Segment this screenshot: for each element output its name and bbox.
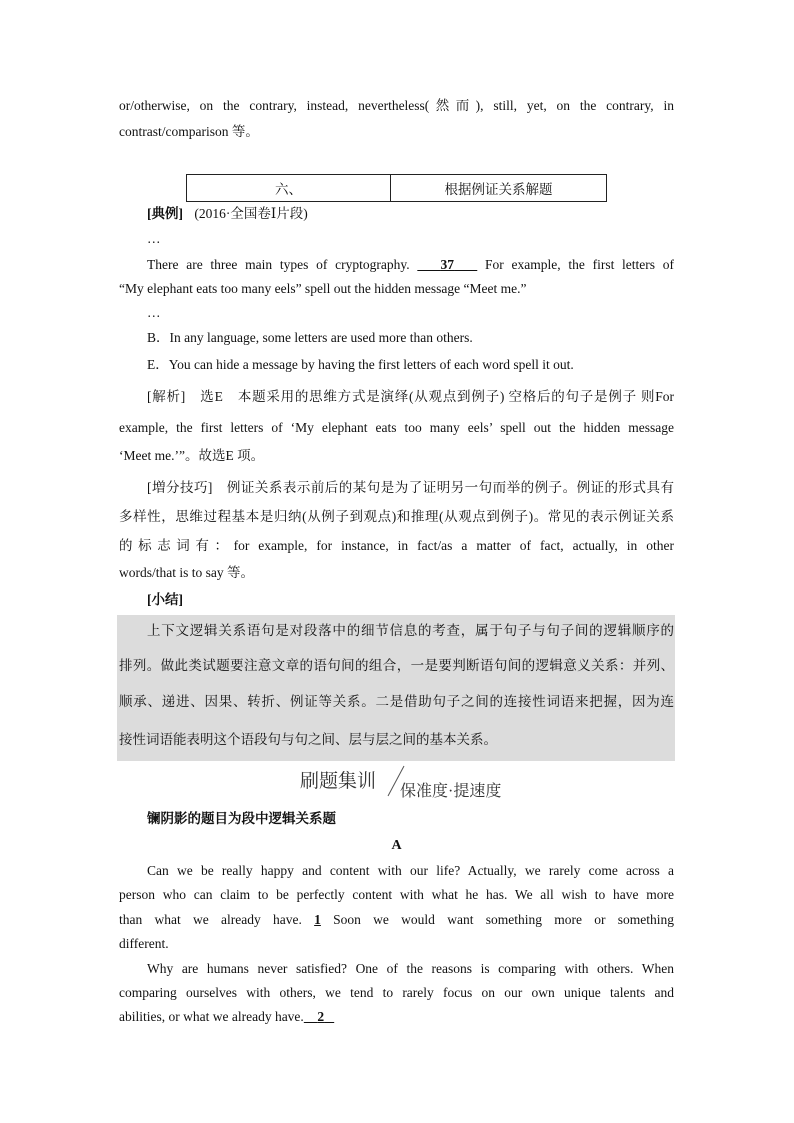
- practice-banner: [300, 764, 530, 802]
- example-header: [147, 205, 674, 223]
- analysis-line-2: example, the first letters of ‘My elephant eats too many eels’ spell out the hidden message: [119, 420, 674, 435]
- tips-line-4: words/that is to say 等。: [119, 565, 254, 580]
- summary-line-2: 排列。做此类试题要注意文章的语句间的组合，一是要判断语句间的逻辑意义关系：并列、: [119, 658, 674, 673]
- passage-p1-line-3: [119, 911, 674, 929]
- summary-line-3: 顺承、递进、因果、转折、例证等关系。二是借助句子之间的连接性词语来把握，因为连: [119, 694, 674, 709]
- option-b: B．In any language, some letters are used more than others.: [147, 330, 473, 345]
- intro-line-1: or/otherwise, on the contrary, instead, nevertheless(然而), still, yet, on the contrary, in: [119, 98, 674, 113]
- example-line-2: “My elephant eats too many eels” spell out the hidden message “Meet me.”: [119, 281, 527, 296]
- example-sentence-a: There are three main types of cryptography.: [147, 257, 410, 272]
- analysis-line-1: [解析] 选E 本题采用的思维方式是演绎(从观点到例子) 空格后的句子是例子 则For: [147, 389, 674, 404]
- banner-main-text: 刷题集训: [300, 770, 377, 792]
- passage-p2-line-1: Why are humans never satisfied? One of the reasons is comparing with others. When: [147, 961, 674, 976]
- banner-sub-text: 保准度·提速度: [400, 783, 502, 800]
- passage-blank-1: 1: [314, 912, 321, 927]
- passage-label: A: [391, 838, 402, 853]
- passage-p2-line-2: comparing ourselves with others, we tend to rarely focus on our own unique talents and: [119, 985, 674, 1000]
- option-e: E．You can hide a message by having the first letters of each word spell it out.: [147, 357, 574, 372]
- tips-line-2: 多样性，思维过程基本是归纳(从例子到观点)和推理(从观点到例子)。常见的表示例证关系: [119, 509, 674, 524]
- analysis-line-3: ‘Meet me.’”。故选E 项。: [119, 448, 265, 463]
- passage-p1-line-4: different.: [119, 936, 169, 951]
- summary-line-4: 接性词语能表明这个语段句与句之间、层与层之间的基本关系。: [119, 732, 497, 747]
- p1-line-3-a: than what we already have.: [119, 912, 302, 927]
- example-label: [典例]: [147, 206, 183, 221]
- intro-line-2: contrast/comparison 等。: [119, 124, 259, 139]
- example-ellipsis-2: …: [147, 305, 161, 320]
- example-blank-37: 37: [440, 257, 455, 272]
- summary-label: [小结]: [147, 592, 183, 607]
- section-number: 六、: [187, 175, 391, 202]
- passage-p2-line-3: [119, 1008, 674, 1026]
- example-ellipsis-1: …: [147, 231, 161, 246]
- passage-p1-line-1: Can we be really happy and content with our life? Actually, we rarely come across a: [147, 863, 674, 878]
- p1-line-3-b: Soon we would want something more or something: [333, 912, 674, 927]
- summary-line-1: 上下文逻辑关系语句是对段落中的细节信息的考查，属于句子与句子间的逻辑顺序的: [147, 623, 674, 638]
- tips-line-1: [増分技巧] 例证关系表示前后的某句是为了证明另一句而举的例子。例证的形式具有: [147, 480, 674, 495]
- example-source: (2016·全国卷Ⅰ片段): [194, 206, 308, 221]
- section-heading-table: [186, 174, 607, 202]
- passage-p1-line-2: person who can claim to be perfectly content with what he has. We all wish to have more: [119, 887, 674, 902]
- practice-heading: 镧阴影的题目为段中逻辑关系题: [147, 811, 336, 826]
- example-line-1: [147, 256, 674, 274]
- example-sentence-b: For example, the first letters of: [485, 257, 675, 272]
- tips-line-3: 的标志词有：for example, for instance, in fact/as a matter of fact, actually, in other: [119, 538, 674, 553]
- passage-blank-2: 2: [317, 1009, 325, 1024]
- p2-line-3-text: abilities, or what we already have.: [119, 1009, 304, 1024]
- section-title: 根据例证关系解题: [391, 175, 607, 202]
